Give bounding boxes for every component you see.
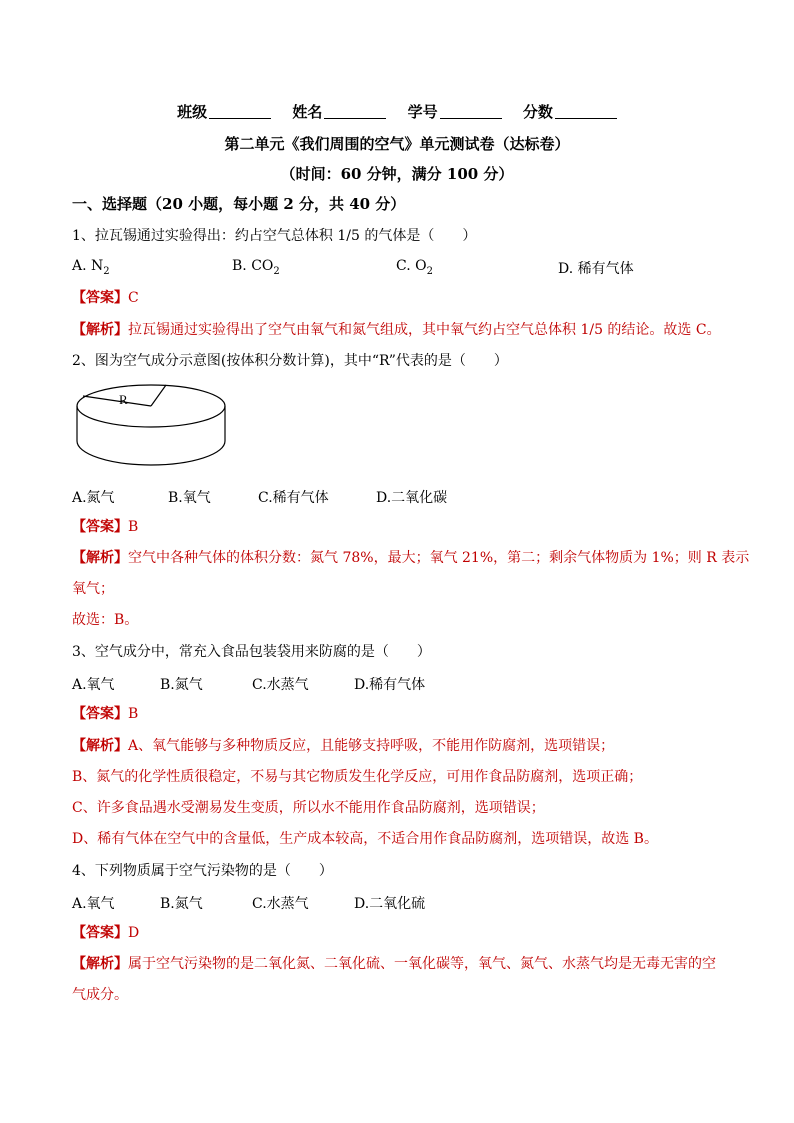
q4-analysis-cont: 气成分。 (72, 987, 128, 1003)
student-number-field[interactable]: 学号 (408, 101, 502, 122)
q4-option-a[interactable]: A.氧气 (72, 896, 115, 912)
q1-option-d[interactable]: D. 稀有气体 (558, 261, 634, 277)
q3-analysis-b: B、氮气的化学性质很稳定，不易与其它物质发生化学反应，可用作食品防腐剂，选项正确； (72, 769, 643, 785)
section-heading: 一、选择题（20 小题，每小题 2 分，共 40 分） (72, 195, 406, 213)
q2-analysis: 【解析】空气中各种气体的体积分数：氮气 78%，最大；氧气 21%，第二；剩余气体物质为 1%；则 R 表示 (72, 550, 750, 566)
q3-analysis-c: C、许多食品遇水受潮易发生变质，所以水不能用作食品防腐剂，选项错误； (72, 800, 545, 816)
q1-analysis: 【解析】拉瓦锡通过实验得出了空气由氧气和氮气组成，其中氧气约占空气总体积 1/5 的结论。故选 C。 (72, 322, 721, 338)
exam-title: 第二单元《我们周围的空气》单元测试卷（达标卷） (224, 135, 570, 153)
q2-option-b[interactable]: B.氧气 (168, 490, 211, 506)
exam-subtitle: （时间：60 分钟，满分 100 分） (280, 165, 514, 183)
q1-stem: 1、拉瓦锡通过实验得出：约占空气总体积 1/5 的气体是（ ） (72, 228, 477, 244)
pie-side (77, 406, 225, 465)
q4-option-b[interactable]: B.氮气 (160, 896, 203, 912)
class-field[interactable]: 班级 (177, 101, 271, 122)
q2-option-a[interactable]: A.氮气 (72, 490, 115, 506)
pie-slice-edge-right (151, 385, 166, 406)
q2-analysis-cont: 氧气； (72, 581, 114, 597)
q3-analysis: 【解析】A、氧气能够与多种物质反应，且能够支持呼吸，不能用作防腐剂，选项错误； (72, 738, 615, 754)
q4-option-c[interactable]: C.水蒸气 (252, 896, 309, 912)
q4-analysis: 【解析】属于空气污染物的是二氧化氮、二氧化硫、一氧化碳等，氧气、氮气、水蒸气均是无毒无害的空 (72, 956, 716, 972)
q2-option-c[interactable]: C.稀有气体 (258, 490, 329, 506)
q3-answer: 【答案】B (72, 706, 139, 722)
q3-analysis-d: D、稀有气体在空气中的含量低，生产成本较高，不适合用作食品防腐剂，选项错误，故选 B。 (72, 831, 658, 847)
q1-option-b[interactable]: B. $CO_2$ (232, 258, 280, 277)
q2-stem: 2、图为空气成分示意图(按体积分数计算)，其中“R”代表的是（ ） (72, 353, 508, 369)
q3-option-b[interactable]: B.氮气 (160, 677, 203, 693)
q3-option-c[interactable]: C.水蒸气 (252, 677, 309, 693)
q4-option-d[interactable]: D.二氧化硫 (354, 896, 426, 912)
q4-stem: 4、下列物质属于空气污染物的是（ ） (72, 863, 333, 879)
name-field[interactable]: 姓名 (292, 101, 386, 122)
q1-option-a[interactable]: A. $N_2$ (72, 258, 110, 277)
q1-option-c[interactable]: C. $O_2$ (396, 258, 433, 277)
air-composition-pie-figure (76, 383, 228, 473)
student-info-row (0, 101, 794, 122)
q1-answer: 【答案】C (72, 290, 139, 306)
q4-answer: 【答案】D (72, 925, 140, 941)
pie-label-r: R (119, 392, 128, 407)
q3-option-a[interactable]: A.氧气 (72, 677, 115, 693)
q2-analysis-conclusion: 故选：B。 (72, 612, 139, 628)
pie-slice-edge-left (83, 396, 151, 406)
q3-stem: 3、空气成分中，常充入食品包装袋用来防腐的是（ ） (72, 644, 431, 660)
q2-answer: 【答案】B (72, 519, 139, 535)
score-field[interactable]: 分数 (523, 101, 617, 122)
q3-option-d[interactable]: D.稀有气体 (354, 677, 426, 693)
q2-option-d[interactable]: D.二氧化碳 (376, 490, 448, 506)
